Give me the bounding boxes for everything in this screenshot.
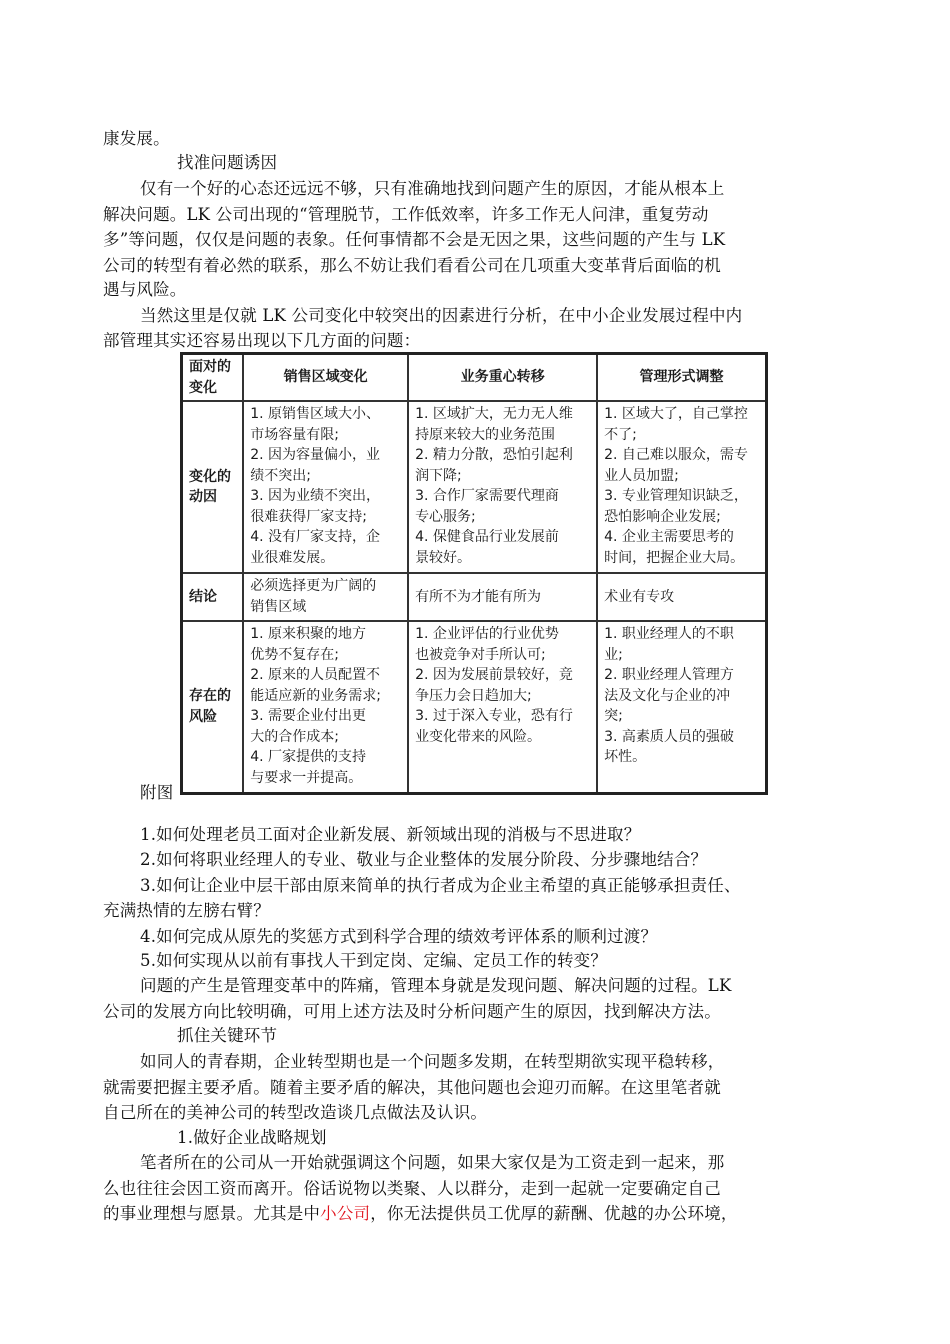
cell-line: 2. 原来的人员配置不 (250, 667, 381, 683)
section-heading: 1.做好企业战略规划 (177, 1128, 327, 1147)
table-cell (243, 573, 408, 621)
text-line (103, 1203, 738, 1225)
text-line: 公司的发展方向比较明确，可用上述方法及时分析问题产生的原因，找到解决方法。 (103, 1002, 721, 1021)
cell-line: 争压力会日趋加大; (415, 687, 532, 704)
corner-header-line: 变化 (189, 379, 217, 396)
cell-line: 润下降; (415, 467, 462, 484)
text-line: 问题的产生是管理变革中的阵痛，管理本身就是发现问题、解决问题的过程。LK (140, 976, 732, 995)
cell-line: 3. 需要企业付出更 (250, 708, 367, 724)
cell-line: 必须选择更为广阔的 (250, 578, 377, 594)
list-item: 5.如何实现从以前有事找人干到定岗、定编、定员工作的转变？ (140, 951, 608, 970)
comparison-table-figure (180, 352, 774, 798)
text-line: 笔者所在的公司从一开始就强调这个问题，如果大家仅是为工资走到一起来，那 (140, 1153, 725, 1172)
table-cell (243, 401, 408, 573)
cell-line: 业人员加盟; (604, 467, 679, 484)
table-cell (597, 573, 766, 621)
section-heading: 抓住关键环节 (177, 1026, 278, 1045)
corner-header (182, 354, 244, 402)
row-label-line: 存在的 (189, 688, 231, 705)
cell-line: 4. 没有厂家支持，企 (250, 529, 381, 545)
text-segment: ，你无法提供员工优厚的薪酬、优越的办公环境， (370, 1204, 738, 1223)
cell-line: 3. 因为业绩不突出， (250, 488, 381, 504)
table-cell (597, 621, 766, 793)
cell-line: 突; (604, 708, 623, 724)
text-line: 充满热情的左膀右臂？ (103, 901, 270, 920)
cell-line: 也被竞争对手所认可; (415, 646, 546, 663)
table-cell (597, 401, 766, 573)
section-heading: 找准问题诱因 (177, 153, 278, 172)
text-line: 仅有一个好的心态还远远不够，只有准确地找到问题产生的原因，才能从根本上 (140, 179, 725, 198)
cell-line: 与要求一并提高。 (250, 769, 363, 786)
corner-header-line: 面对的 (189, 359, 231, 375)
text-line: 公司的转型有着必然的联系，那么不妨让我们看看公司在几项重大变革背后面临的机 (103, 256, 721, 275)
column-header: 业务重心转移 (408, 354, 597, 402)
highlighted-link-text[interactable]: 小公司 (320, 1204, 371, 1223)
cell-line: 2. 自己难以服众，需专 (604, 447, 748, 463)
text-line: 部管理其实还容易出现以下几方面的问题： (103, 331, 421, 350)
list-item: 1.如何处理老员工面对企业新发展、新领域出现的消极与不思进取？ (140, 825, 641, 844)
figure-caption: 附图 (140, 783, 174, 802)
text-line: 康发展。 (103, 129, 170, 148)
cell-line: 1. 原来积聚的地方 (250, 626, 367, 642)
cell-line: 2. 因为发展前景较好，竞 (415, 667, 573, 683)
text-line: 当然这里是仅就 LK 公司变化中较突出的因素进行分析，在中小企业发展过程中内 (140, 306, 743, 325)
text-line: 解决问题。LK 公司出现的“管理脱节，工作低效率，许多工作无人问津，重复劳动 (103, 205, 709, 224)
cell-line: 3. 过于深入专业，恐有行 (415, 708, 573, 724)
list-item: 4.如何完成从原先的奖惩方式到科学合理的绩效考评体系的顺利过渡？ (140, 927, 658, 946)
table-row (182, 401, 767, 573)
text-line: 就需要把握主要矛盾。随着主要矛盾的解决，其他问题也会迎刃而解。在这里笔者就 (103, 1078, 721, 1097)
cell-line: 时间，把握企业大局。 (604, 549, 745, 566)
row-label (182, 621, 244, 793)
row-label-line: 变化的 (189, 468, 231, 485)
text-line: 遇与风险。 (103, 280, 187, 299)
cell-line: 1. 企业评估的行业优势 (415, 626, 559, 642)
cell-line: 持原来较大的业务范围 (415, 426, 556, 443)
cell-line: 大的合作成本; (250, 728, 339, 745)
cell-line: 很难获得厂家支持; (250, 508, 367, 525)
cell-line: 景较好。 (415, 549, 472, 566)
cell-line: 1. 原销售区域大小、 (250, 406, 381, 422)
cell-line: 业; (604, 646, 623, 663)
cell-line: 2. 因为容量偏小，业 (250, 447, 381, 463)
text-segment: 的事业理想与愿景。尤其是中 (103, 1204, 321, 1223)
cell-line: 专心服务; (415, 508, 476, 525)
table-row (182, 621, 767, 793)
cell-line: 绩不突出; (250, 467, 311, 484)
cell-line: 优势不复存在; (250, 646, 339, 663)
table-cell (408, 621, 597, 793)
cell-line: 4. 厂家提供的支持 (250, 749, 367, 765)
column-header: 管理形式调整 (597, 354, 766, 402)
table-cell (408, 401, 597, 573)
column-header: 销售区域变化 (243, 354, 408, 402)
cell-line: 销售区域 (250, 598, 307, 615)
cell-line: 1. 职业经理人的不职 (604, 626, 734, 642)
cell-line: 能适应新的业务需求; (250, 687, 381, 704)
table-cell (408, 573, 597, 621)
text-line: 多”等问题，仅仅是问题的表象。任何事情都不会是无因之果，这些问题的产生与 LK (103, 230, 726, 249)
row-label-line: 动因 (189, 489, 217, 505)
cell-line: 4. 企业主需要思考的 (604, 529, 734, 545)
cell-line: 3. 合作厂家需要代理商 (415, 488, 559, 504)
cell-line: 4. 保健食品行业发展前 (415, 529, 559, 545)
comparison-table (180, 352, 768, 795)
cell-line: 业变化带来的风险。 (415, 728, 542, 745)
row-label-line: 风险 (189, 708, 217, 725)
cell-line: 术业有专攻 (604, 588, 675, 605)
cell-line: 有所不为才能有所为 (415, 588, 542, 605)
table-cell (243, 621, 408, 793)
cell-line: 3. 高素质人员的强破 (604, 728, 734, 745)
row-label (182, 573, 244, 621)
table-row (182, 573, 767, 621)
cell-line: 2. 职业经理人管理方 (604, 667, 734, 683)
cell-line: 1. 区域扩大，无力无人维 (415, 406, 573, 422)
row-label-line: 结论 (189, 588, 217, 605)
table-header-row (182, 354, 767, 402)
row-label (182, 401, 244, 573)
cell-line: 不了; (604, 426, 637, 443)
list-item: 3.如何让企业中层干部由原来简单的执行者成为企业主希望的真正能够承担责任、 (140, 876, 741, 895)
cell-line: 1. 区域大了，自己掌控 (604, 406, 748, 422)
list-item: 2.如何将职业经理人的专业、敬业与企业整体的发展分阶段、分步骤地结合？ (140, 850, 708, 869)
cell-line: 2. 精力分散，恐怕引起利 (415, 447, 573, 463)
cell-line: 市场容量有限; (250, 426, 339, 443)
text-line: 么也往往会因工资而离开。俗话说物以类聚、人以群分，走到一起就一定要确定自己 (103, 1179, 721, 1198)
cell-line: 3. 专业管理知识缺乏， (604, 488, 748, 504)
cell-line: 恐怕影响企业发展; (604, 508, 721, 525)
cell-line: 坏性。 (604, 749, 647, 765)
text-line: 自己所在的美神公司的转型改造谈几点做法及认识。 (103, 1103, 488, 1122)
text-line: 如同人的青春期，企业转型期也是一个问题多发期，在转型期欲实现平稳转移， (140, 1052, 725, 1071)
cell-line: 法及文化与企业的冲 (604, 687, 731, 704)
cell-line: 业很难发展。 (250, 549, 335, 566)
